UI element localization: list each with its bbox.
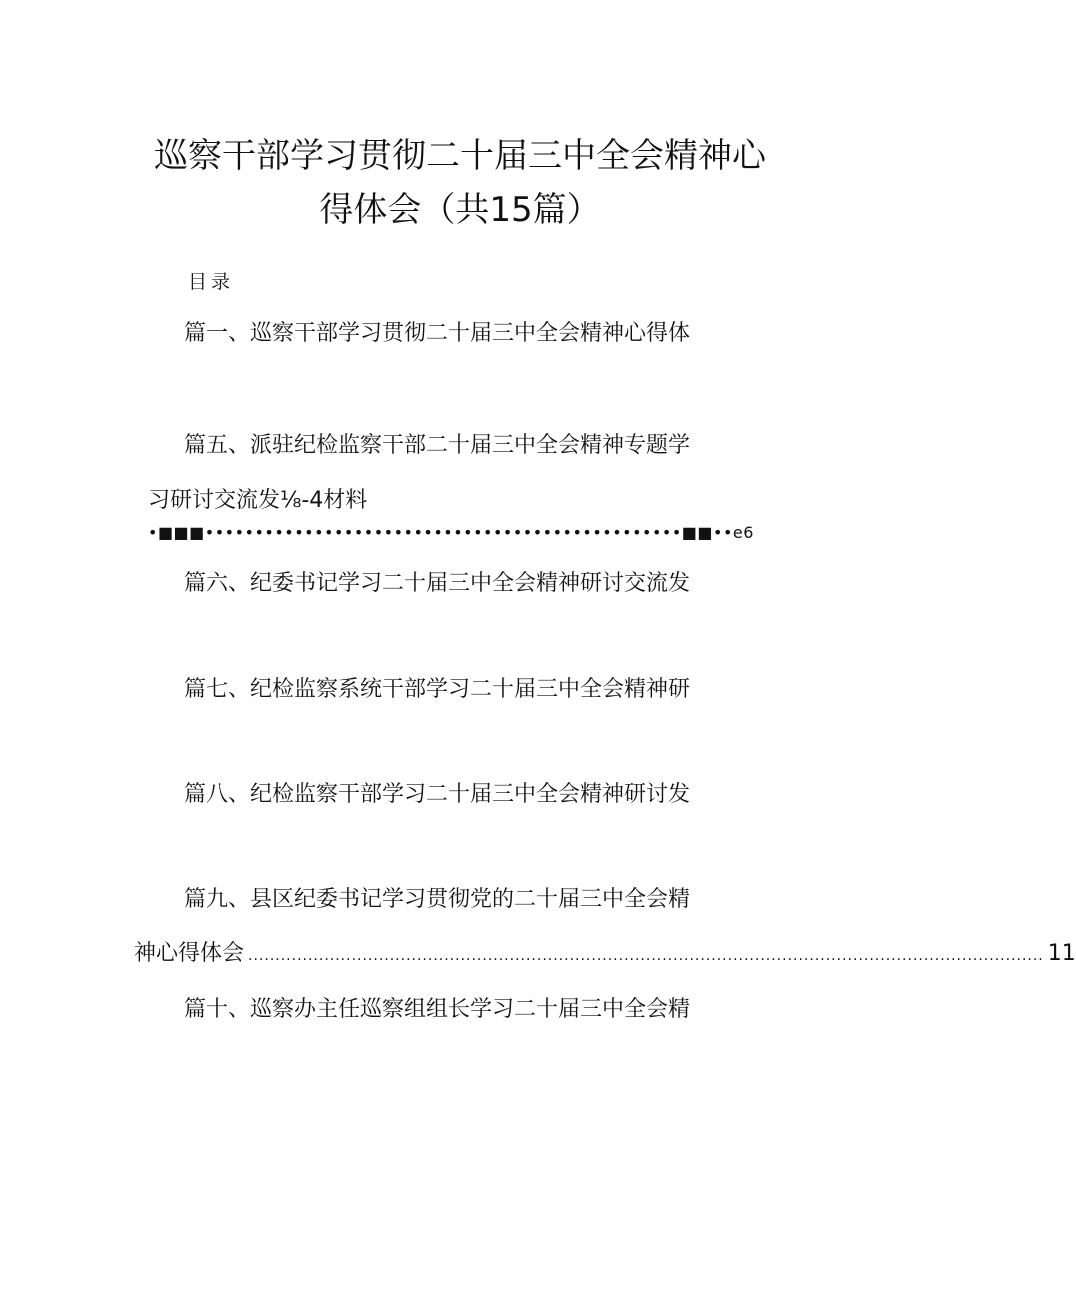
toc-entry-8: 篇八、纪检监察干部学习二十届三中全会精神研讨发 [184, 782, 691, 807]
toc-entry-9-page-number: 11 [1047, 941, 1076, 966]
toc-entry-7: 篇七、纪检监察系统干部学习二十届三中全会精神研 [184, 677, 691, 702]
toc-entry-1: 篇一、巡察干部学习贯彻二十届三中全会精神心得体 [184, 321, 691, 346]
toc-entry-5: 篇五、派驻纪检监察干部二十届三中全会精神专题学 [184, 433, 691, 458]
toc-entry-9: 篇九、县区纪委书记学习贯彻党的二十届三中全会精 [184, 887, 691, 912]
toc-entry-6: 篇六、纪委书记学习二十届三中全会精神研讨交流发 [184, 571, 691, 596]
document-title-line-1: 巡察干部学习贯彻二十届三中全会精神心 [154, 136, 766, 176]
toc-heading: 目录 [188, 271, 235, 293]
toc-entry-5-leader-line: •■■■••••••••••••••••••••••••••••••••••••••••••••••••■■••e6 [148, 523, 754, 542]
document-title-line-2: 得体会（共15篇） [319, 190, 601, 230]
toc-entry-9-continuation-row [134, 940, 1076, 970]
dot-leader: .................................................................................................................................................. [248, 948, 1044, 964]
toc-entry-10: 篇十、巡察办主任巡察组组长学习二十届三中全会精 [184, 997, 691, 1022]
toc-entry-9-continuation: 神心得体会 [134, 941, 245, 966]
toc-entry-5-continuation: 习研讨交流发⅛-4材料 [148, 488, 368, 513]
